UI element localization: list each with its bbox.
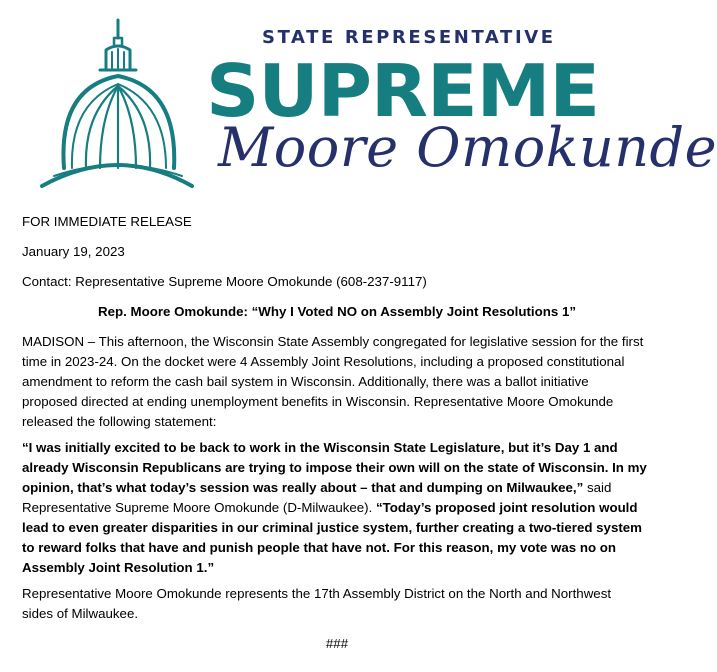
release-contact: Contact: Representative Supreme Moore Omokunde (608-237-9117): [22, 274, 427, 289]
release-headline: Rep. Moore Omokunde: “Why I Voted NO on Assembly Joint Resolutions 1”: [98, 304, 576, 319]
letterhead-name-big: SUPREME: [206, 49, 599, 133]
quote-part-1: “I was initially excited to be back to work in the Wisconsin State Legislature, but it’s Day 1 and already Wisconsin Republicans are trying to impose their own will on the state of Wisconsin. In my opinion, that’s what today’s session was really about – that and dumping on Milwaukee,”: [22, 440, 647, 495]
release-quote-paragraph: [22, 438, 652, 578]
release-date: January 19, 2023: [22, 244, 125, 259]
release-end-mark: ###: [325, 636, 349, 651]
release-body-paragraph: MADISON – This afternoon, the Wisconsin State Assembly congregated for legislative session for the first time in 2023-24. On the docket were 4 Assembly Joint Resolutions, including a proposed constitutional amendment to reform the cash bail system in Wisconsin. Additionally, there was a ballot initiative proposed directed at ending unemployment benefits in Wisconsin. Representative Moore Omokunde released the following statement:: [22, 334, 644, 429]
release-closing-paragraph: Representative Moore Omokunde represents the 17th Assembly District on the North and Northwest sides of Milwaukee.: [22, 586, 612, 621]
capitol-dome-icon: [36, 18, 198, 190]
letterhead-title: STATE REPRESENTATIVE: [262, 27, 556, 48]
quote-attribution: said Representative Supreme Moore Omokunde (D-Milwaukee).: [22, 480, 612, 515]
letterhead-name-script: Moore Omokunde: [218, 116, 717, 179]
release-label: FOR IMMEDIATE RELEASE: [22, 214, 192, 229]
quote-part-2: “Today’s proposed joint resolution would lead to even greater disparities in our criminal justice system, further creating a two-tiered system to reward folks that have and punish people that have not. For this reason, my vote was no on Assembly Joint Resolution 1.”: [22, 500, 642, 575]
letterhead: [0, 0, 717, 200]
